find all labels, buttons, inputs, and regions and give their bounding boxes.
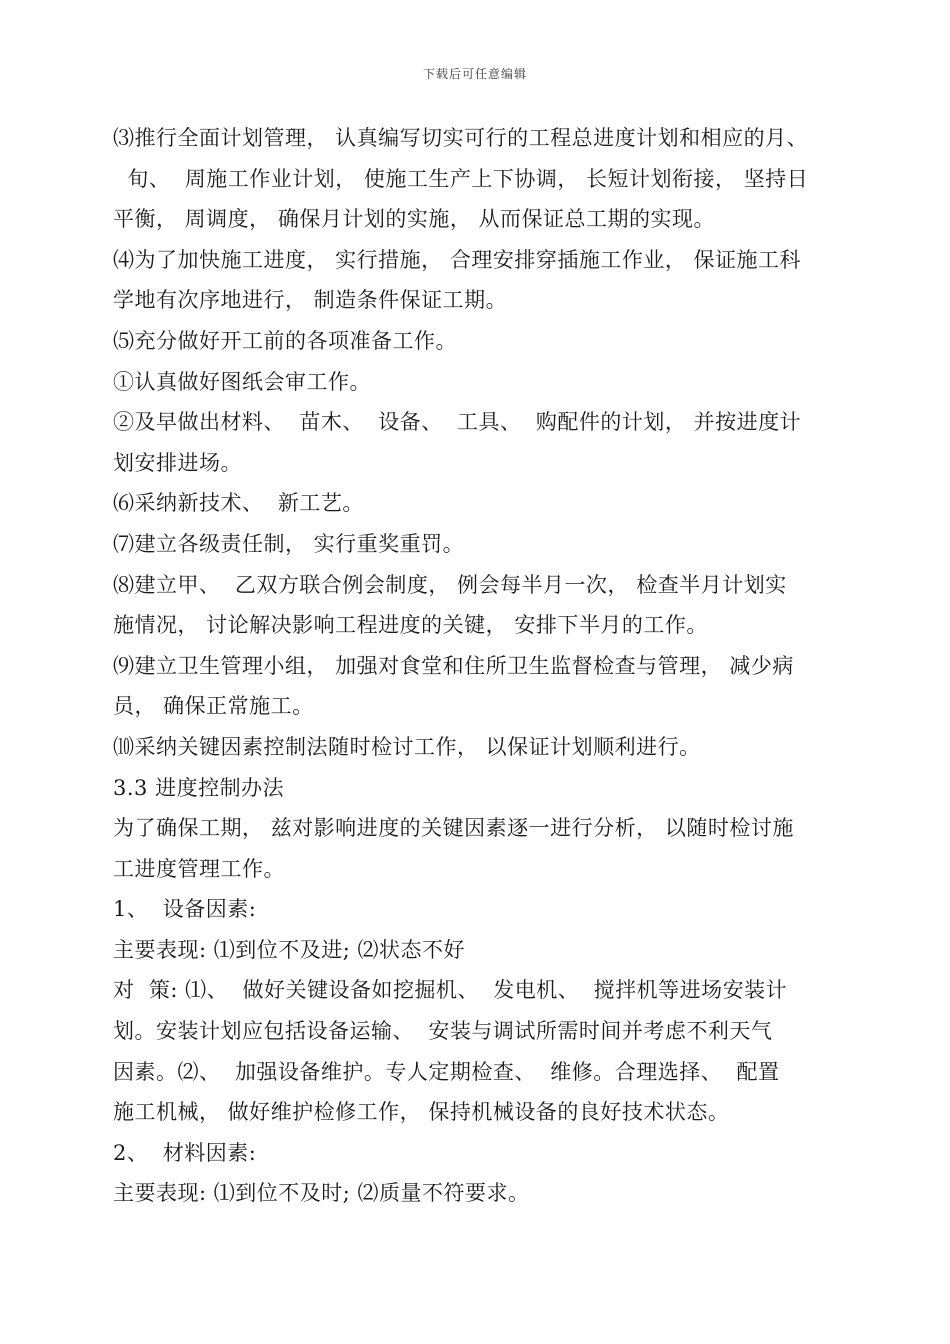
text-line: ⑻建立甲、 乙双方联合例会制度， 例会每半月一次， 检查半月计划实 <box>113 572 787 597</box>
document-body <box>113 118 873 1214</box>
text-line: 主要表现: ⑴到位不及进; ⑵状态不好 <box>113 937 465 962</box>
text-line: ⑺建立各级责任制， 实行重奖重罚。 <box>113 531 465 556</box>
text-line: ⑹采纳新技术、 新工艺。 <box>113 491 364 516</box>
text-line: 因素。⑵、 加强设备维护。专人定期检查、 维修。合理选择、 配置 <box>113 1059 780 1084</box>
text-line: ②及早做出材料、 苗木、 设备、 工具、 购配件的计划， 并按进度计 <box>113 410 802 435</box>
text-line: 施工机械， 做好维护检修工作， 保持机械设备的良好技术状态。 <box>113 1100 730 1125</box>
text-line: 对 策: ⑴、 做好关键设备如挖掘机、 发电机、 搅拌机等进场安装计 <box>113 978 788 1003</box>
text-line: ⑶推行全面计划管理， 认真编写切实可行的工程总进度计划和相应的月、 <box>113 126 809 150</box>
text-line: ⑽采纳关键因素控制法随时检讨工作， 以保证计划顺利进行。 <box>113 734 701 759</box>
text-line: 员， 确保正常施工。 <box>113 694 314 719</box>
text-line: 主要表现: ⑴到位不及时; ⑵质量不符要求。 <box>113 1181 530 1206</box>
text-line: 划。安装计划应包括设备运输、 安装与调试所需时间并考虑不利天气 <box>113 1019 773 1044</box>
page-header: 下载后可任意编辑 <box>422 67 527 81</box>
text-line: 划安排进场。 <box>113 450 242 475</box>
text-line: ⑸充分做好开工前的各项准备工作。 <box>113 328 457 353</box>
text-line: 学地有次序地进行， 制造条件保证工期。 <box>113 288 508 313</box>
text-line: 工进度管理工作。 <box>113 856 285 881</box>
text-line: 平衡， 周调度， 确保月计划的实施， 从而保证总工期的实现。 <box>113 207 716 232</box>
text-line: 旬、 周施工作业计划， 使施工生产上下协调， 长短计划衔接， 坚持日 <box>113 166 809 191</box>
text-line: 2、 材料因素: <box>113 1140 257 1165</box>
text-line: 施情况， 讨论解决影响工程进度的关键， 安排下半月的工作。 <box>113 613 708 638</box>
section-heading: 3.3 进度控制办法 <box>113 775 285 800</box>
text-line: 1、 设备因素: <box>113 897 257 922</box>
text-line: 为了确保工期， 兹对影响进度的关键因素逐一进行分析， 以随时检讨施 <box>113 816 794 841</box>
text-line: ⑼建立卫生管理小组， 加强对食堂和住所卫生监督检查与管理， 减少病 <box>113 653 794 678</box>
text-line: ⑷为了加快施工进度， 实行措施， 合理安排穿插施工作业， 保证施工科 <box>113 247 802 272</box>
text-line: ①认真做好图纸会审工作。 <box>113 369 371 394</box>
